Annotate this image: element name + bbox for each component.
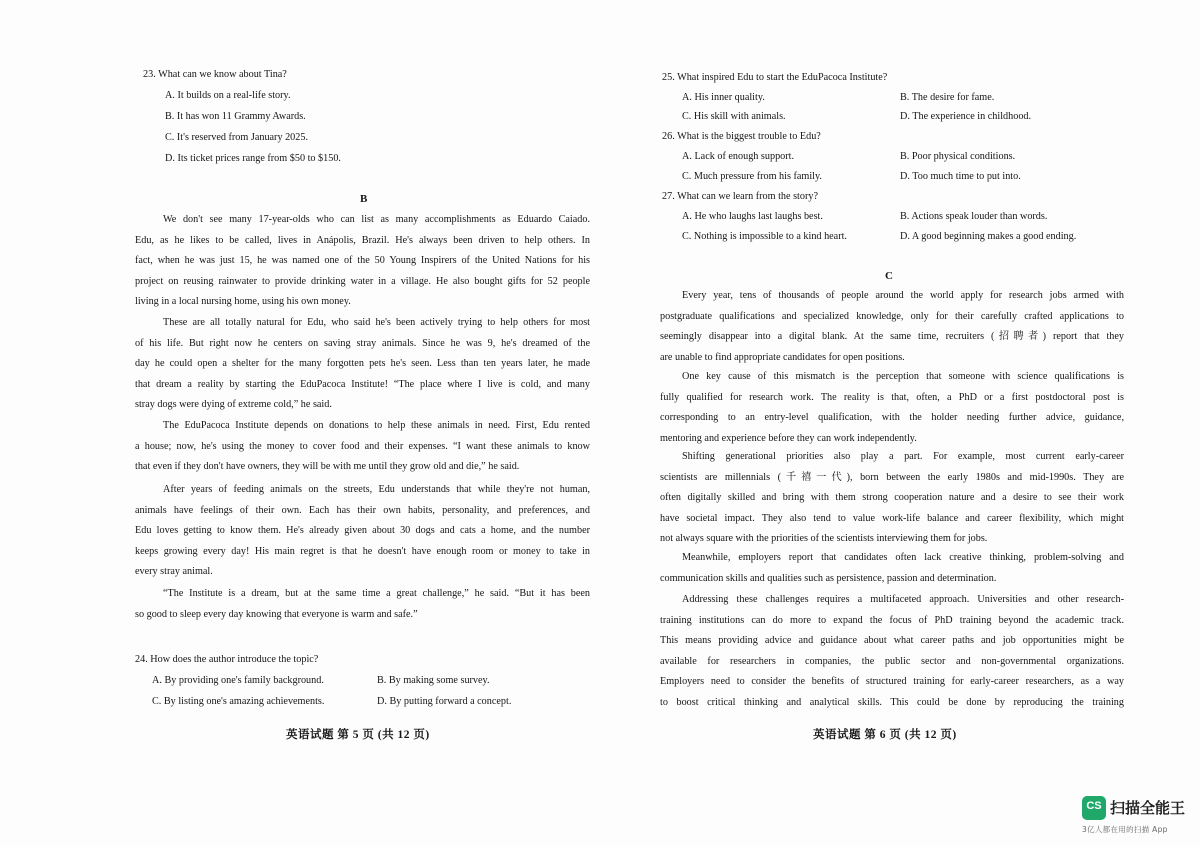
paragraph-line: that even if they don't have owners, they will be with me until they grow old and die,” he said. bbox=[135, 461, 520, 473]
section-c-paragraph-3 bbox=[660, 447, 1124, 550]
paragraph-line: scientists are millennials (千禧一代), born between the early 1980s and mid-1990s. They are bbox=[660, 471, 1124, 483]
paragraph-line: not always square with the priorities of the scientists interviewing them for jobs. bbox=[660, 533, 988, 545]
paragraph-line: animals have feelings of their own. Each has their own habits, personality, and preferences, and bbox=[135, 504, 590, 516]
paragraph-line: often digitally skilled and bring with them strong cooperation nature and a desire to see their work bbox=[660, 492, 1124, 504]
paragraph-line: postgraduate qualifications and specialized knowledge, only for their carefully crafted applications to bbox=[660, 310, 1124, 322]
camscanner-logo-icon bbox=[1082, 796, 1106, 820]
q27-option-b: B. Actions speak louder than words. bbox=[900, 211, 1048, 222]
paragraph-line: to boost critical thinking and analytical skills. This could be done by reproducing the training bbox=[660, 696, 1124, 708]
page-footer-left: 英语试题 第 5 页 (共 12 页) bbox=[286, 729, 430, 741]
q23-option-d: D. Its ticket prices range from $50 to $150. bbox=[165, 153, 341, 164]
paragraph-line: “The Institute is a dream, but at the same time a great challenge,” he said. “But it has been bbox=[163, 588, 590, 599]
paragraph-line: fact, when he was just 15, he was named one of the 50 Young Inspirers of the United Nations for his bbox=[135, 255, 590, 267]
paragraph-line: Meanwhile, employers report that candidates often lack creative thinking, problem-solving and bbox=[682, 552, 1124, 563]
section-b-paragraph-1 bbox=[135, 210, 590, 313]
paragraph-line: are unable to find appropriate candidates for open positions. bbox=[660, 351, 905, 363]
paragraph-line: corresponding to an entry-level qualification, with the holder needing further advice, guidance, bbox=[660, 412, 1124, 424]
q26-option-b: B. Poor physical conditions. bbox=[900, 151, 1016, 162]
section-b-paragraph-2 bbox=[135, 313, 590, 416]
paragraph-line: a house; now, he's using the money to cover food and their expenses. “I want these animals to know bbox=[135, 440, 590, 452]
paragraph-line: keeps growing every day! His main regret is that he doesn't have enough room or money to take in bbox=[135, 545, 590, 557]
page-footer-right: 英语试题 第 6 页 (共 12 页) bbox=[813, 729, 957, 741]
paragraph-line: fully qualified for research work. The reality is that, often, a PhD or a first postdoctoral post is bbox=[660, 391, 1124, 403]
q23-option-c: C. It's reserved from January 2025. bbox=[165, 132, 309, 143]
q24-option-a: A. By providing one's family background. bbox=[152, 675, 324, 686]
question-26-stem: 26. What is the biggest trouble to Edu? bbox=[662, 131, 821, 142]
paragraph-line: seemingly disappear into a digital blank. At the same time, recruiters (招聘者) report that they bbox=[660, 331, 1124, 343]
paragraph-line: every stray animal. bbox=[135, 566, 213, 578]
paragraph-line: communication skills and qualities such as persistence, passion and determination. bbox=[660, 572, 997, 584]
question-23-stem: 23. What can we know about Tina? bbox=[143, 69, 287, 80]
section-b-paragraph-3 bbox=[135, 416, 590, 478]
paragraph-line: After years of feeding animals on the streets, Edu understands that while they're not human, bbox=[163, 484, 590, 495]
paragraph-line: Shifting generational priorities also play a part. For example, most current early-career bbox=[682, 451, 1124, 462]
paragraph-line: We don't see many 17-year-olds who can list as many accomplishments as Eduardo Caiado. bbox=[163, 214, 590, 225]
q24-option-b: B. By making some survey. bbox=[377, 675, 490, 686]
paragraph-line: so good to sleep every day knowing that everyone is warm and safe.” bbox=[135, 608, 418, 620]
q23-option-a: A. It builds on a real-life story. bbox=[165, 90, 291, 101]
paragraph-line: available for researchers in companies, the public sector and non-governmental organizations. bbox=[660, 655, 1124, 667]
right-page bbox=[600, 0, 1200, 847]
camscanner-tagline: 3亿人都在用的扫描 App bbox=[1082, 825, 1168, 834]
paragraph-line: Edu loves getting to know them. He's already given about 30 dogs and cats a home, and the number bbox=[135, 525, 590, 537]
q25-option-c: C. His skill with animals. bbox=[682, 111, 786, 122]
section-c-paragraph-5 bbox=[660, 590, 1124, 714]
section-b-paragraph-5 bbox=[135, 584, 590, 625]
section-c-heading: C bbox=[885, 270, 893, 282]
q27-option-a: A. He who laughs last laughs best. bbox=[682, 211, 823, 222]
paragraph-line: Addressing these challenges requires a multifaceted approach. Universities and other research- bbox=[682, 594, 1124, 605]
camscanner-watermark bbox=[1082, 796, 1192, 840]
section-c-paragraph-2 bbox=[660, 367, 1124, 449]
q24-option-c: C. By listing one's amazing achievements. bbox=[152, 696, 325, 707]
q26-option-a: A. Lack of enough support. bbox=[682, 151, 795, 162]
paragraph-line: One key cause of this mismatch is the perception that someone with science qualifications is bbox=[682, 371, 1124, 382]
paragraph-line: Edu, as he likes to be called, lives in Anápolis, Brazil. He's always been driven to help others. In bbox=[135, 234, 590, 246]
q24-option-d: D. By putting forward a concept. bbox=[377, 696, 512, 707]
paragraph-line: living in a local nursing home, using his own money. bbox=[135, 296, 351, 308]
paragraph-line: These are all totally natural for Edu, who said he's been actively trying to help others for most bbox=[163, 317, 590, 328]
q25-option-d: D. The experience in childhood. bbox=[900, 111, 1032, 122]
q25-option-a: A. His inner quality. bbox=[682, 92, 765, 103]
camscanner-badge-text: CS bbox=[1086, 800, 1102, 812]
section-b-heading: B bbox=[360, 193, 368, 205]
paragraph-line: project on reusing rainwater to provide drinking water in a village. He also bought gifts for 52 people bbox=[135, 275, 590, 287]
paragraph-line: that dream a reality by starting the EduPacoca Institute! “The place where I live is cold, and many bbox=[135, 378, 590, 390]
q27-option-d: D. A good beginning makes a good ending. bbox=[900, 231, 1077, 242]
camscanner-name: 扫描全能王 bbox=[1110, 799, 1186, 817]
paragraph-line: stray dogs were dying of extreme cold,” he said. bbox=[135, 399, 332, 411]
paragraph-line: of his life. But right now he centers on saving stray animals. Since he was 9, he's dreamed of the bbox=[135, 337, 590, 349]
q26-option-c: C. Much pressure from his family. bbox=[682, 171, 822, 182]
paragraph-line: mentoring and experience before they can work independently. bbox=[660, 432, 917, 444]
paragraph-line: have societal impact. They also tend to value work-life balance and career flexibility, which might bbox=[660, 512, 1124, 524]
q27-option-c: C. Nothing is impossible to a kind heart. bbox=[682, 231, 847, 242]
paragraph-line: The EduPacoca Institute depends on donations to help these animals in need. First, Edu rented bbox=[163, 420, 590, 431]
q23-option-b: B. It has won 11 Grammy Awards. bbox=[165, 111, 306, 122]
paragraph-line: Every year, tens of thousands of people around the world apply for research jobs armed with bbox=[682, 290, 1124, 301]
paragraph-line: Employers need to consider the benefits of structured training for early-career researchers, as a way bbox=[660, 676, 1124, 688]
question-24-stem: 24. How does the author introduce the topic? bbox=[135, 654, 319, 665]
paragraph-line: training institutions can do more to expand the focus of PhD training beyond the academic track. bbox=[660, 614, 1124, 626]
q26-option-d: D. Too much time to put into. bbox=[900, 171, 1021, 182]
paragraph-line: day he could open a shelter for the many forgotten pets he's seen. Less than ten years later, he made bbox=[135, 358, 590, 370]
section-c-paragraph-1 bbox=[660, 286, 1124, 368]
question-27-stem: 27. What can we learn from the story? bbox=[662, 191, 818, 202]
paragraph-line: This means providing advice and guidance about what career paths and job opportunities might be bbox=[660, 635, 1124, 647]
q25-option-b: B. The desire for fame. bbox=[900, 92, 995, 103]
section-b-paragraph-4 bbox=[135, 480, 590, 583]
question-25-stem: 25. What inspired Edu to start the EduPacoca Institute? bbox=[662, 72, 888, 83]
section-c-paragraph-4 bbox=[660, 548, 1124, 589]
